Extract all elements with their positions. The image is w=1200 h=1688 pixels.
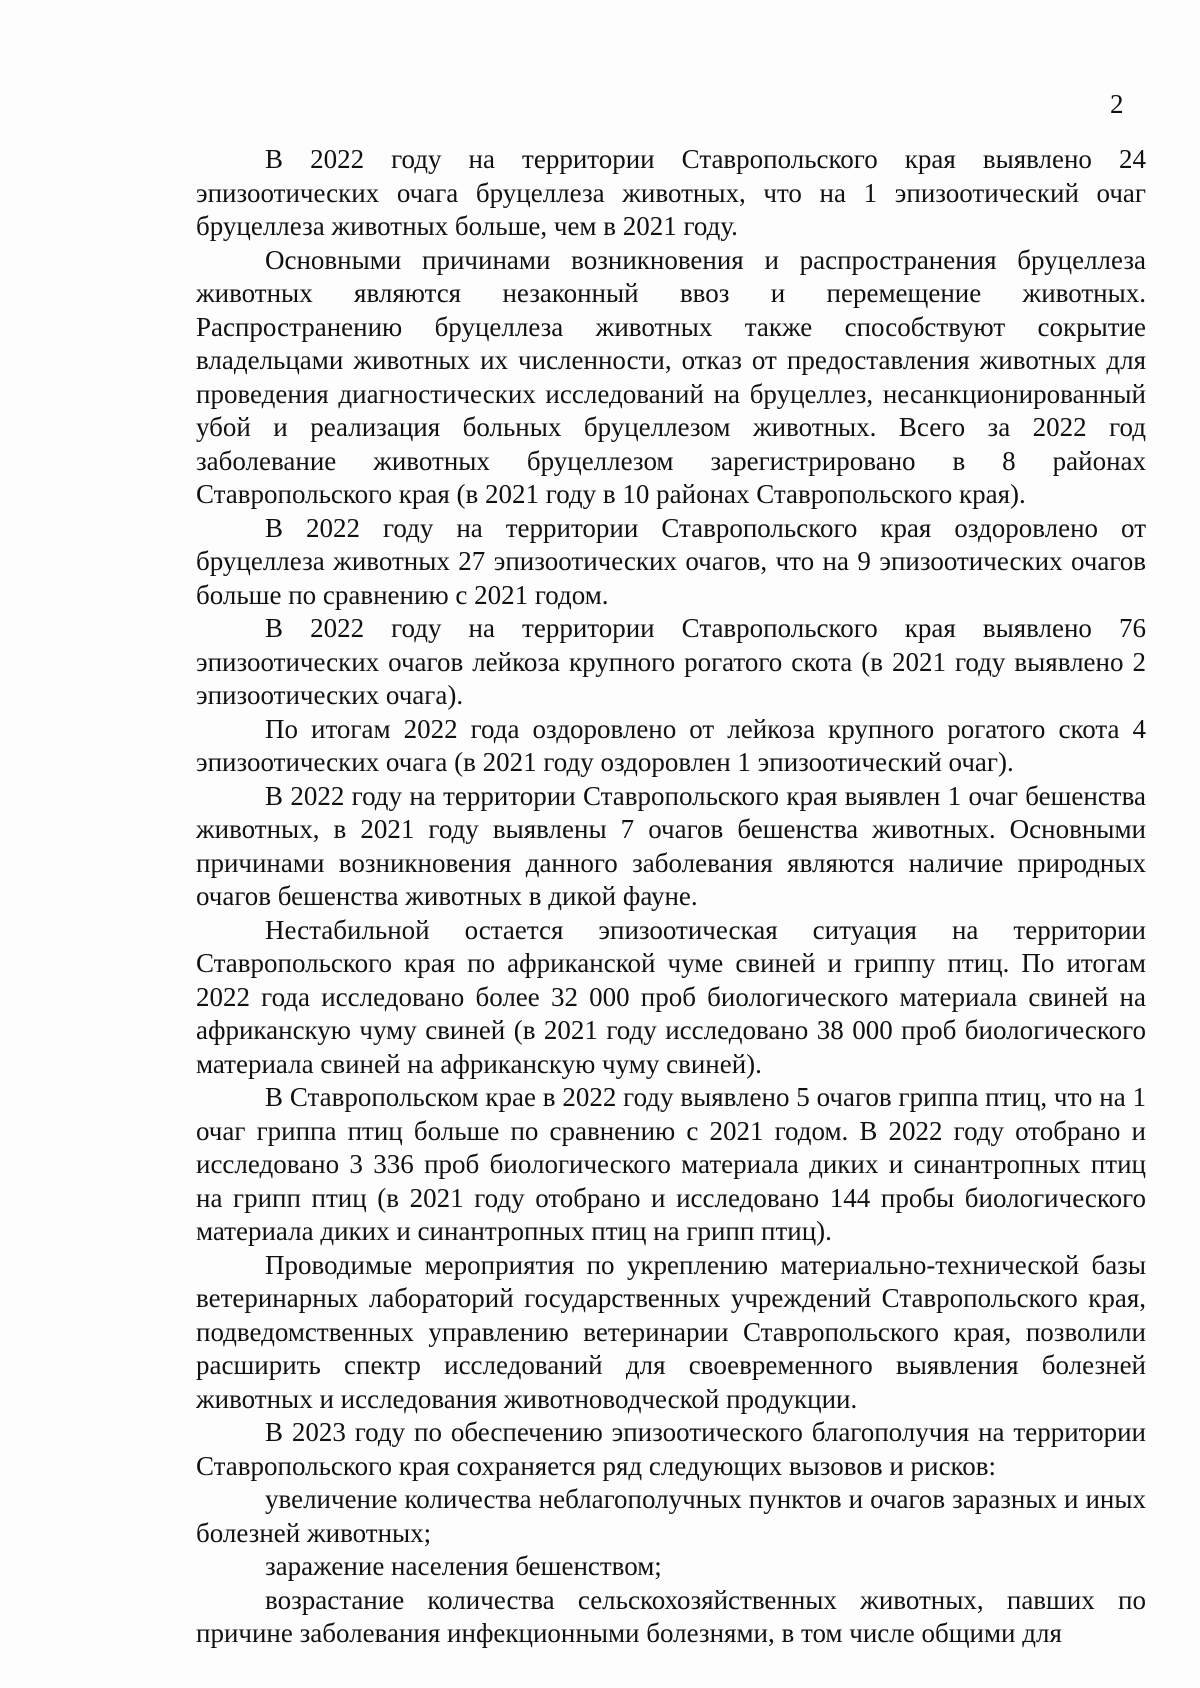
- paragraph-brucellosis-causes: Основными причинами возникновения и распространения бруцеллеза животных являются незаконный ввоз и перемещение животных. Распространению бруцеллеза животных также способствуют сокрытие владельцами животных их численности, отказ от предоставления животных для проведения диагностических исследований на бруцеллез, несанкционированный убой и реализация больных бруцеллезом животных. Всего за 2022 год заболевание животных бруцеллезом зарегистрировано в 8 районах Ставропольского края (в 2021 году в 10 районах Ставропольского края).: [196, 244, 1146, 509]
- paragraph-leukosis-foci: В 2022 году на территории Ставропольского края выявлено 76 эпизоотических очагов лейкоза крупного рогатого скота (в 2021 году выявлено 2 эпизоотических очага).: [196, 613, 1146, 710]
- document-body: [196, 143, 1146, 1651]
- paragraph-leukosis-recovery: По итогам 2022 года оздоровлено от лейкоза крупного рогатого скота 4 эпизоотических очага (в 2021 году оздоровлен 1 эпизоотический очаг).: [196, 713, 1146, 777]
- paragraph-brucellosis-foci: В 2022 году на территории Ставропольского края выявлено 24 эпизоотических очага бруцеллеза животных, что на 1 эпизоотический очаг бруцеллеза животных больше, чем в 2021 году.: [196, 144, 1146, 241]
- paragraph-rabies: В 2022 году на территории Ставропольского края выявлен 1 очаг бешенства животных, в 2021 году выявлены 7 очагов бешенства животных. Основными причинами возникновения данного заболевания являются наличие природных очагов бешенства животных в дикой фауне.: [196, 780, 1146, 911]
- page-number: 2: [1110, 89, 1124, 119]
- paragraph-laboratories: Проводимые мероприятия по укреплению материально-технической базы ветеринарных лабораторий государственных учреждений Ставропольского края, подведомственных управлению ветеринарии Ставропольского края, позволили расширить спектр исследований для своевременного выявления болезней животных и исследования животноводческой продукции.: [196, 1249, 1146, 1414]
- paragraph-african-swine-fever: Нестабильной остается эпизоотическая ситуация на территории Ставропольского края по африканской чуме свиней и гриппу птиц. По итогам 2022 года исследовано более 32 000 проб биологического материала свиней на африканскую чуму свиней (в 2021 году исследовано 38 000 проб биологического материала свиней на африканскую чуму свиней).: [196, 914, 1146, 1079]
- list-item-rabies-infection: заражение населения бешенством;: [265, 1551, 662, 1581]
- paragraph-brucellosis-recovery: В 2022 году на территории Ставропольского края оздоровлено от бруцеллеза животных 27 эпизоотических очагов, что на 9 эпизоотических очагов больше по сравнению с 2021 годом.: [196, 512, 1146, 610]
- paragraph-avian-influenza: В Ставропольском крае в 2022 году выявлено 5 очагов гриппа птиц, что на 1 очаг гриппа птиц больше по сравнению с 2021 годом. В 2022 году отобрано и исследовано 3 336 проб биологического материала диких и синантропных птиц на грипп птиц (в 2021 году отобрано и исследовано 144 пробы биологического материала диких и синантропных птиц на грипп птиц).: [196, 1082, 1146, 1246]
- paragraph-challenges-2023: В 2023 году по обеспечению эпизоотического благополучия на территории Ставропольского края сохраняется ряд следующих вызовов и рисков:: [196, 1417, 1146, 1481]
- list-item-outbreaks-increase: увеличение количества неблагополучных пунктов и очагов заразных и иных болезней животных;: [196, 1484, 1146, 1548]
- list-item-livestock-deaths: возрастание количества сельскохозяйственных животных, павших по причине заболевания инфекционными болезнями, в том числе общими для: [196, 1584, 1146, 1648]
